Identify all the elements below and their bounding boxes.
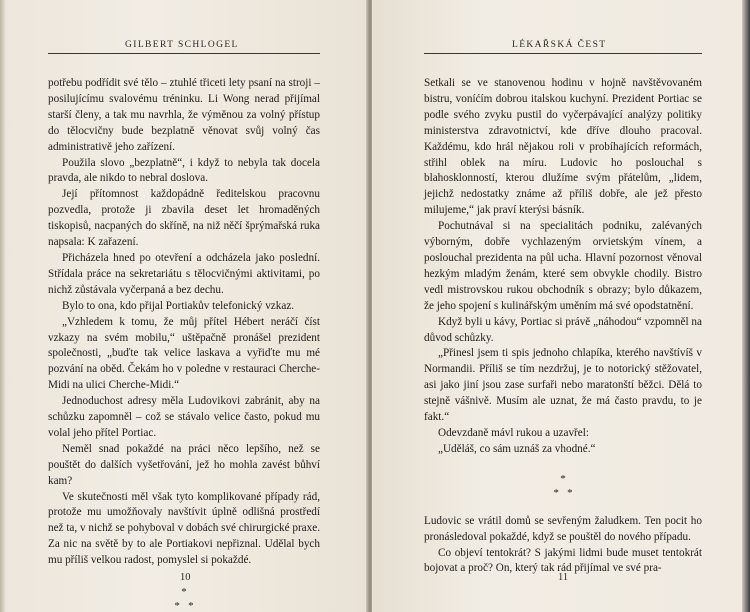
paragraph: Bylo to ona, kdo přijal Portiakův telefonický vzkaz.	[62, 299, 295, 312]
paragraph: Jednoduchost adresy měla Ludovikovi zabránit, aby na schůzku zapomněl – což se stávalo velice často, pokud mu volal jeho přítel Portiac.	[48, 395, 320, 439]
separator-star: *	[560, 472, 566, 485]
left-body-text	[48, 76, 320, 612]
separator-stars: * *	[553, 486, 573, 499]
paragraph: Pochutnával si na specialitách podniku, zalévaných výborným, dobře vychlazeným orvietským vínem, a poslouchal prezidenta na půl ucha. Hlavní pozornost věnoval hezkým mladým ženám, které sem obvykle chodily. Bistro vedl mistrovskou rukou obchodník s obrazy; bylo důkazem, že jeho spojení s kulinářským uměním má své opodstatnění.	[424, 220, 702, 312]
paragraph: Přicházela hned po otevření a odcházela jako poslední. Střídala práce na sekretariátu s tělocvičnými aktivitami, po nichž zůstávala vyčerpaná a bez dechu.	[48, 251, 320, 296]
section-separator	[48, 585, 320, 612]
page-number-left: 10	[180, 572, 191, 583]
paragraph: Setkali se ve stanovenou hodinu v hojně navštěvovaném bistru, voníćím dobrou italskou kuchyní. Prezident Portiac se podle svého zvyku pustil do vyčerpávající analýzy politiky ministerstva zdravotnictví, kde dříve dlouho pracoval. Každému, kdo hrál nějakou roli v probíhajících reformách, střihl oblek na míru. Ludovic ho poslouchal s blahosklonností, kterou dlužíme svým přátelům, „lidem, jejichž nedostatky známe až příliš dobře, ale jež přesto milujeme,“ jak praví kterýsi básník.	[424, 77, 702, 217]
page-number-right: 11	[558, 572, 569, 583]
separator-star: *	[181, 586, 187, 599]
paragraph: Její přítomnost každopádně ředitelskou pracovnu pozvedla, protože ji zbavila deset let hromaděných tiskopisů, nacpaných do skříně, na niž něčí šprýmařská ruka napsala: K zařazení.	[48, 188, 320, 249]
right-body-text	[424, 76, 702, 577]
header-rule-left	[48, 53, 320, 54]
paragraph: „Přinesl jsem ti spis jednoho chlapíka, kterého navštívíš v Normandii. Příliš se tím nezdržuj, je to notorický stěžovatel, asi jako jiní jsou zase surfaři nebo maratonští běžci. Dělá to stejně vášnivě. Musím ale uznat, že má často pravdu, to je fakt.“	[424, 347, 702, 424]
separator-stars: * *	[174, 600, 194, 612]
paragraph: Když byli u kávy, Portiac si právě „náhodou“ vzpomněl na důvod schůzky.	[424, 315, 702, 344]
running-head-left: GILBERT SCHLOGEL	[125, 40, 239, 50]
paragraph: Použila slovo „bezplatně“, i když to nebyla tak docela pravda, ale nikdo to nebral doslova.	[48, 156, 320, 185]
section-separator	[424, 472, 702, 500]
left-page	[0, 0, 368, 612]
paragraph: Ve skutečnosti měl však tyto komplikované případy rád, protože mu umožňovaly navštívit úplně odlišná prostředí než ta, v nichž se pohyboval v dobách své chirurgické praxe. Za nic na světě by to ale Portiakovi nepřiznal. Udělal bych mu příliš velkou radost, pomyslel si pokaždé.	[48, 490, 320, 567]
paragraph: „Uděláš, co sám uznáš za vhodné.“	[438, 442, 596, 455]
paragraph: Neměl snad pokaždé na práci něco lepšího, než se pouštět do dalších vyšetřování, jež ho mohla zavést bůhví kam?	[48, 442, 320, 487]
left-page-edge	[0, 0, 6, 612]
paragraph: potřebu podřídit své tělo – ztuhlé třiceti lety psaní na stroji – posilujícímu svalovému tréninku. Li Wong nerad přijímal starší členy, a tak mu navrhla, že výměnou za volný přístup do tělocvičny bude bezplatně věnovat svůj volný čas administrativě jeho zařízení.	[48, 77, 320, 153]
paragraph: Co objeví tentokrát? S jakými lidmi bude muset tentokrát bojovat a proč? On, který tak rád přijímal ve své pra-	[424, 546, 702, 575]
right-page-edge	[742, 0, 750, 612]
right-page	[372, 0, 750, 612]
paragraph: „Vzhledem k tomu, že můj přítel Hébert neráčí číst vzkazy na svém mobilu,“ uštěpačně pronášel prezident společnosti, „buďte tak velice laskava a vyřiďte mu mé pozvání na oběd. Čekám ho v poledne v restauraci Cherche-Midi na ulici Cherche-Midi.“	[48, 315, 320, 392]
paragraph: Odevzdaně mávl rukou a uzavřel:	[438, 426, 589, 439]
header-rule-right	[424, 53, 702, 54]
running-head-right: LÉKAŘSKÁ ČEST	[512, 40, 607, 50]
paragraph: Ludovic se vrátil domů se sevřeným žaludkem. Ten pocit ho pronásledoval pokaždé, když se pouštěl do nového případu.	[424, 514, 702, 543]
